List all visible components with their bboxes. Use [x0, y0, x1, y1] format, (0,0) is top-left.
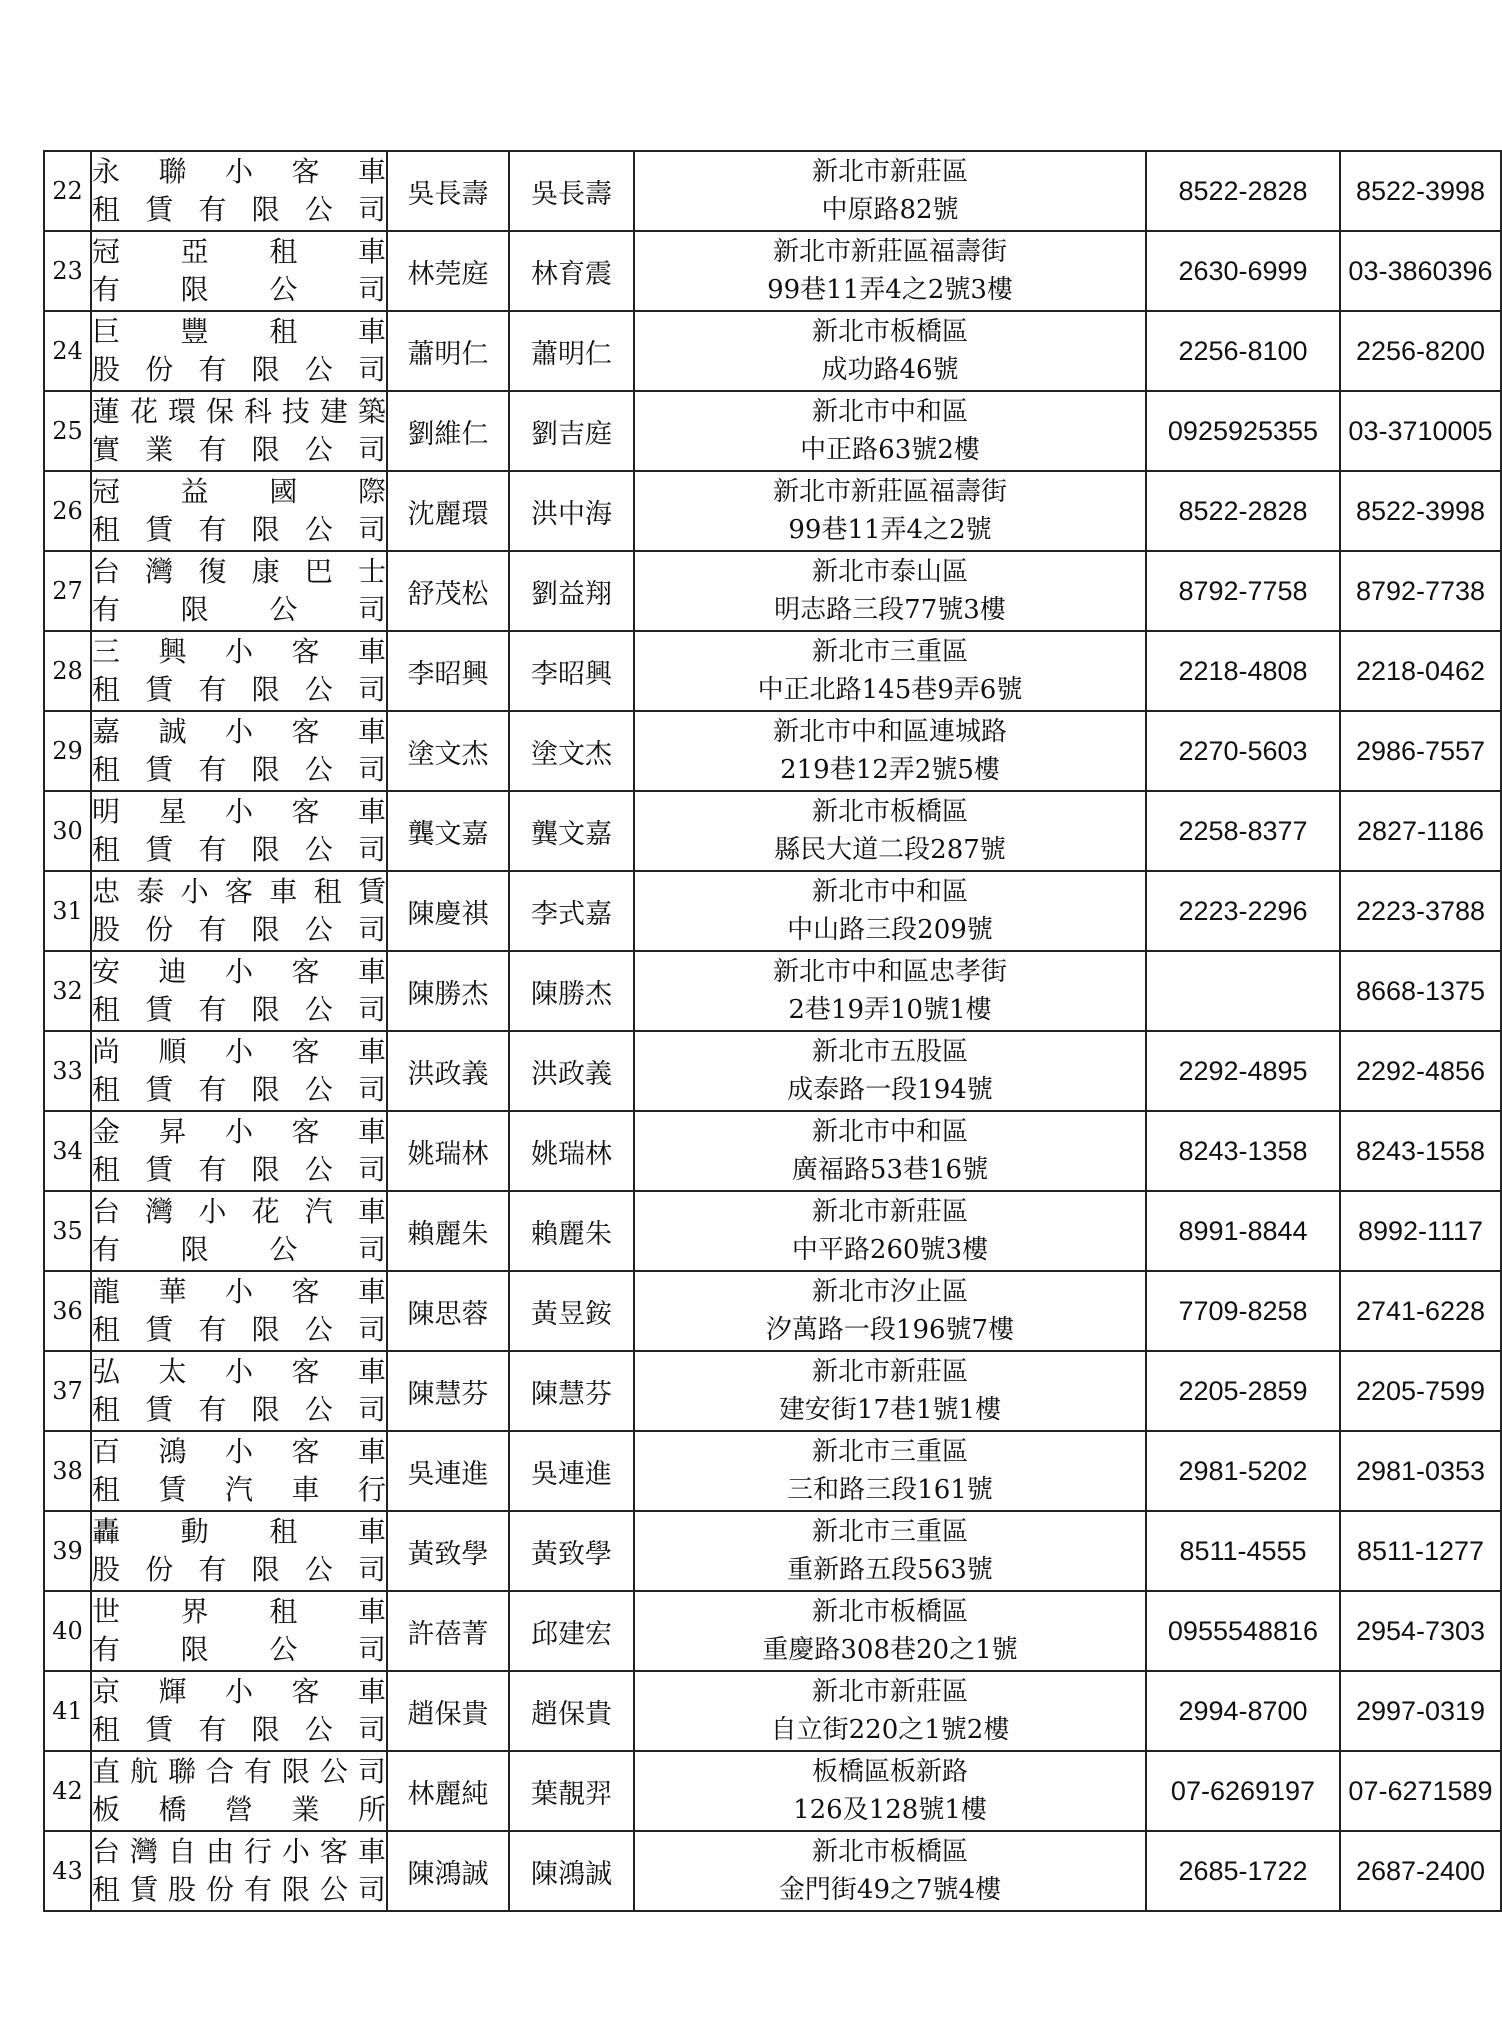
- address-line: 新北市新莊區: [811, 157, 968, 187]
- row-number: 26: [44, 471, 91, 551]
- address-line: 99巷11弄4之2號: [788, 515, 992, 545]
- company-name-line: 租 賃 有 限 公 司: [92, 753, 386, 786]
- company-name-line: 租 賃 有 限 公 司: [92, 1393, 386, 1426]
- row-number: 31: [44, 871, 91, 951]
- address-cell: [634, 871, 1146, 951]
- company-name-line: 蓮 花 環 保 科 技 建 築: [92, 395, 386, 428]
- company-name-cell: [91, 231, 387, 311]
- company-name-line: 世 界 租 車: [92, 1595, 386, 1628]
- row-number: 35: [44, 1191, 91, 1271]
- company-name-line: 有 限 公 司: [92, 1633, 386, 1666]
- company-name-line: 租 賃 有 限 公 司: [92, 673, 386, 706]
- table-row: [44, 711, 1501, 791]
- address-line: 126及128號1樓: [793, 1795, 987, 1825]
- manager: 李昭興: [509, 631, 634, 711]
- address-cell: [634, 1671, 1146, 1751]
- phone-number: 2256-8100: [1146, 311, 1340, 391]
- fax-number: 2997-0319: [1340, 1671, 1501, 1751]
- company-name-line: 直 航 聯 合 有 限 公 司: [92, 1755, 386, 1788]
- phone-number: 2258-8377: [1146, 791, 1340, 871]
- company-name-line: 金 昇 小 客 車: [92, 1115, 386, 1148]
- address-line: 汐萬路一段196號7樓: [765, 1315, 1015, 1345]
- address-cell: [634, 631, 1146, 711]
- fax-number: 2687-2400: [1340, 1831, 1501, 1911]
- table-row: [44, 631, 1501, 711]
- representative: 陳勝杰: [387, 951, 509, 1031]
- representative: 塗文杰: [387, 711, 509, 791]
- address-cell: [634, 1431, 1146, 1511]
- company-name-cell: [91, 1191, 387, 1271]
- company-name-cell: [91, 1831, 387, 1911]
- address-cell: [634, 551, 1146, 631]
- company-name-line: 京 輝 小 客 車: [92, 1675, 386, 1708]
- manager: 姚瑞林: [509, 1111, 634, 1191]
- fax-number: 2218-0462: [1340, 631, 1501, 711]
- phone-number: 2292-4895: [1146, 1031, 1340, 1111]
- representative: 林莞庭: [387, 231, 509, 311]
- company-name-line: 百 鴻 小 客 車: [92, 1435, 386, 1468]
- phone-number: 0925925355: [1146, 391, 1340, 471]
- row-number: 34: [44, 1111, 91, 1191]
- fax-number: 2981-0353: [1340, 1431, 1501, 1511]
- address-line: 新北市五股區: [811, 1037, 968, 1067]
- fax-number: 8992-1117: [1340, 1191, 1501, 1271]
- address-line: 縣民大道二段287號: [774, 835, 1006, 865]
- fax-number: 8511-1277: [1340, 1511, 1501, 1591]
- address-line: 成功路46號: [821, 355, 959, 385]
- table-row: [44, 391, 1501, 471]
- fax-number: 03-3710005: [1340, 391, 1501, 471]
- company-name-cell: [91, 151, 387, 231]
- address-line: 廣福路53巷16號: [791, 1155, 989, 1185]
- address-cell: [634, 1111, 1146, 1191]
- row-number: 27: [44, 551, 91, 631]
- address-cell: [634, 791, 1146, 871]
- manager: 趙保貴: [509, 1671, 634, 1751]
- fax-number: 2205-7599: [1340, 1351, 1501, 1431]
- manager: 邱建宏: [509, 1591, 634, 1671]
- row-number: 30: [44, 791, 91, 871]
- address-cell: [634, 1591, 1146, 1671]
- table-row: [44, 1191, 1501, 1271]
- address-line: 新北市板橋區: [811, 1837, 968, 1867]
- address-line: 新北市中和區: [811, 397, 968, 427]
- table-row: [44, 871, 1501, 951]
- company-name-cell: [91, 1671, 387, 1751]
- row-number: 42: [44, 1751, 91, 1831]
- manager: 龔文嘉: [509, 791, 634, 871]
- roster-body: [44, 151, 1501, 1911]
- row-number: 43: [44, 1831, 91, 1911]
- address-cell: [634, 951, 1146, 1031]
- company-name-line: 尚 順 小 客 車: [92, 1035, 386, 1068]
- phone-number: 2223-2296: [1146, 871, 1340, 951]
- company-name-cell: [91, 311, 387, 391]
- company-name-line: 租 賃 有 限 公 司: [92, 1153, 386, 1186]
- company-name-line: 租 賃 股 份 有 限 公 司: [92, 1873, 386, 1906]
- fax-number: 8522-3998: [1340, 471, 1501, 551]
- row-number: 39: [44, 1511, 91, 1591]
- address-line: 中平路260號3樓: [791, 1235, 989, 1265]
- company-name-line: 冠 益 國 際: [92, 475, 386, 508]
- company-name-cell: [91, 1351, 387, 1431]
- fax-number: 8243-1558: [1340, 1111, 1501, 1191]
- row-number: 37: [44, 1351, 91, 1431]
- address-line: 新北市中和區忠孝街: [772, 957, 1007, 987]
- address-line: 自立街220之1號2樓: [770, 1715, 1010, 1745]
- fax-number: 07-6271589: [1340, 1751, 1501, 1831]
- row-number: 33: [44, 1031, 91, 1111]
- representative: 姚瑞林: [387, 1111, 509, 1191]
- manager: 賴麗朱: [509, 1191, 634, 1271]
- representative: 洪政義: [387, 1031, 509, 1111]
- address-line: 新北市新莊區: [811, 1677, 968, 1707]
- address-line: 新北市新莊區: [811, 1357, 968, 1387]
- company-name-cell: [91, 631, 387, 711]
- company-name-line: 有 限 公 司: [92, 593, 386, 626]
- address-line: 新北市新莊區福壽街: [772, 237, 1007, 267]
- company-name-line: 租 賃 有 限 公 司: [92, 1713, 386, 1746]
- company-name-line: 三 興 小 客 車: [92, 635, 386, 668]
- address-line: 板橋區板新路: [811, 1757, 968, 1787]
- company-name-cell: [91, 1751, 387, 1831]
- phone-number: 2205-2859: [1146, 1351, 1340, 1431]
- address-line: 中原路82號: [821, 195, 959, 225]
- address-cell: [634, 471, 1146, 551]
- table-row: [44, 151, 1501, 231]
- fax-number: 8792-7738: [1340, 551, 1501, 631]
- phone-number: 8243-1358: [1146, 1111, 1340, 1191]
- company-name-line: 租 賃 有 限 公 司: [92, 513, 386, 546]
- representative: 賴麗朱: [387, 1191, 509, 1271]
- row-number: 28: [44, 631, 91, 711]
- representative: 龔文嘉: [387, 791, 509, 871]
- address-line: 219巷12弄2號5樓: [780, 755, 1000, 785]
- row-number: 36: [44, 1271, 91, 1351]
- company-roster-table: [43, 150, 1502, 1912]
- phone-number: 8792-7758: [1146, 551, 1340, 631]
- address-line: 新北市三重區: [811, 1437, 968, 1467]
- address-cell: [634, 1511, 1146, 1591]
- company-name-line: 有 限 公 司: [92, 1233, 386, 1266]
- address-cell: [634, 1351, 1146, 1431]
- address-line: 重新路五段563號: [787, 1555, 993, 1585]
- table-row: [44, 1031, 1501, 1111]
- address-line: 新北市中和區連城路: [772, 717, 1007, 747]
- company-name-cell: [91, 791, 387, 871]
- address-line: 新北市新莊區福壽街: [772, 477, 1007, 507]
- company-name-line: 實 業 有 限 公 司: [92, 433, 386, 466]
- address-cell: [634, 711, 1146, 791]
- phone-number: 07-6269197: [1146, 1751, 1340, 1831]
- company-name-line: 轟 動 租 車: [92, 1515, 386, 1548]
- company-name-line: 台 灣 自 由 行 小 客 車: [92, 1835, 386, 1868]
- company-name-cell: [91, 1111, 387, 1191]
- table-row: [44, 551, 1501, 631]
- company-name-line: 安 迪 小 客 車: [92, 955, 386, 988]
- company-name-line: 嘉 誠 小 客 車: [92, 715, 386, 748]
- address-cell: [634, 1191, 1146, 1271]
- company-name-line: 龍 華 小 客 車: [92, 1275, 386, 1308]
- table-row: [44, 1671, 1501, 1751]
- manager: 洪中海: [509, 471, 634, 551]
- fax-number: 2741-6228: [1340, 1271, 1501, 1351]
- address-line: 新北市中和區: [811, 877, 968, 907]
- address-cell: [634, 151, 1146, 231]
- company-name-line: 弘 太 小 客 車: [92, 1355, 386, 1388]
- table-row: [44, 1511, 1501, 1591]
- row-number: 22: [44, 151, 91, 231]
- address-line: 99巷11弄4之2號3樓: [767, 275, 1013, 305]
- row-number: 38: [44, 1431, 91, 1511]
- address-line: 新北市板橋區: [811, 317, 968, 347]
- company-name-line: 板 橋 營 業 所: [92, 1793, 386, 1826]
- phone-number: 2270-5603: [1146, 711, 1340, 791]
- address-line: 新北市板橋區: [811, 1597, 968, 1627]
- company-name-line: 巨 豐 租 車: [92, 315, 386, 348]
- phone-number: 2218-4808: [1146, 631, 1340, 711]
- phone-number: 2630-6999: [1146, 231, 1340, 311]
- address-line: 新北市汐止區: [811, 1277, 968, 1307]
- address-line: 重慶路308巷20之1號: [762, 1635, 1018, 1665]
- phone-number: 2685-1722: [1146, 1831, 1340, 1911]
- phone-number: 0955548816: [1146, 1591, 1340, 1671]
- company-name-cell: [91, 711, 387, 791]
- address-line: 金門街49之7號4樓: [778, 1875, 1002, 1905]
- company-name-cell: [91, 951, 387, 1031]
- address-line: 中正路63號2樓: [800, 435, 980, 465]
- manager: 林育震: [509, 231, 634, 311]
- address-cell: [634, 391, 1146, 471]
- phone-number: 2981-5202: [1146, 1431, 1340, 1511]
- address-cell: [634, 311, 1146, 391]
- manager: 黃昱銨: [509, 1271, 634, 1351]
- address-line: 新北市泰山區: [811, 557, 968, 587]
- address-line: 2巷19弄10號1樓: [788, 995, 992, 1025]
- fax-number: 2223-3788: [1340, 871, 1501, 951]
- phone-number: 2994-8700: [1146, 1671, 1340, 1751]
- address-line: 三和路三段161號: [787, 1475, 993, 1505]
- manager: 葉靚羿: [509, 1751, 634, 1831]
- company-name-line: 永 聯 小 客 車: [92, 155, 386, 188]
- address-cell: [634, 1271, 1146, 1351]
- manager: 塗文杰: [509, 711, 634, 791]
- address-line: 新北市三重區: [811, 1517, 968, 1547]
- company-name-cell: [91, 1031, 387, 1111]
- address-line: 明志路三段77號3樓: [774, 595, 1006, 625]
- table-row: [44, 1271, 1501, 1351]
- representative: 李昭興: [387, 631, 509, 711]
- company-name-line: 租 賃 有 限 公 司: [92, 193, 386, 226]
- company-name-line: 租 賃 汽 車 行: [92, 1473, 386, 1506]
- company-name-line: 租 賃 有 限 公 司: [92, 833, 386, 866]
- company-name-line: 台 灣 小 花 汽 車: [92, 1195, 386, 1228]
- company-name-cell: [91, 471, 387, 551]
- company-name-line: 租 賃 有 限 公 司: [92, 993, 386, 1026]
- row-number: 23: [44, 231, 91, 311]
- address-cell: [634, 1831, 1146, 1911]
- company-name-line: 冠 亞 租 車: [92, 235, 386, 268]
- representative: 黃致學: [387, 1511, 509, 1591]
- company-name-line: 租 賃 有 限 公 司: [92, 1313, 386, 1346]
- manager: 吳連進: [509, 1431, 634, 1511]
- manager: 劉吉庭: [509, 391, 634, 471]
- representative: 沈麗環: [387, 471, 509, 551]
- phone-number: 8522-2828: [1146, 151, 1340, 231]
- company-name-cell: [91, 1271, 387, 1351]
- table-row: [44, 1831, 1501, 1911]
- table-row: [44, 1351, 1501, 1431]
- manager: 洪政義: [509, 1031, 634, 1111]
- company-name-cell: [91, 551, 387, 631]
- representative: 許蓓菁: [387, 1591, 509, 1671]
- company-name-line: 台 灣 復 康 巴 士: [92, 555, 386, 588]
- table-row: [44, 1751, 1501, 1831]
- fax-number: 2292-4856: [1340, 1031, 1501, 1111]
- company-name-line: 股 份 有 限 公 司: [92, 353, 386, 386]
- company-name-cell: [91, 1591, 387, 1671]
- manager: 陳慧芬: [509, 1351, 634, 1431]
- representative: 吳長壽: [387, 151, 509, 231]
- representative: 林麗純: [387, 1751, 509, 1831]
- phone-number: 7709-8258: [1146, 1271, 1340, 1351]
- company-name-line: 忠 泰 小 客 車 租 賃: [92, 875, 386, 908]
- table-row: [44, 791, 1501, 871]
- representative: 陳慧芬: [387, 1351, 509, 1431]
- phone-number: 8991-8844: [1146, 1191, 1340, 1271]
- company-name-line: 租 賃 有 限 公 司: [92, 1073, 386, 1106]
- manager: 黃致學: [509, 1511, 634, 1591]
- phone-number: 8511-4555: [1146, 1511, 1340, 1591]
- fax-number: 2954-7303: [1340, 1591, 1501, 1671]
- company-name-line: 明 星 小 客 車: [92, 795, 386, 828]
- address-line: 建安街17巷1號1樓: [778, 1395, 1002, 1425]
- address-line: 新北市新莊區: [811, 1197, 968, 1227]
- representative: 陳鴻誠: [387, 1831, 509, 1911]
- table-row: [44, 951, 1501, 1031]
- company-name-cell: [91, 1431, 387, 1511]
- address-line: 新北市中和區: [811, 1117, 968, 1147]
- representative: 蕭明仁: [387, 311, 509, 391]
- manager: 劉益翔: [509, 551, 634, 631]
- table-row: [44, 1111, 1501, 1191]
- company-name-cell: [91, 1511, 387, 1591]
- table-row: [44, 231, 1501, 311]
- row-number: 29: [44, 711, 91, 791]
- row-number: 32: [44, 951, 91, 1031]
- address-cell: [634, 1751, 1146, 1831]
- address-line: 新北市板橋區: [811, 797, 968, 827]
- row-number: 25: [44, 391, 91, 471]
- address-cell: [634, 231, 1146, 311]
- manager: 蕭明仁: [509, 311, 634, 391]
- manager: 陳鴻誠: [509, 1831, 634, 1911]
- representative: 吳連進: [387, 1431, 509, 1511]
- address-cell: [634, 1031, 1146, 1111]
- representative: 陳慶祺: [387, 871, 509, 951]
- fax-number: 2986-7557: [1340, 711, 1501, 791]
- company-name-cell: [91, 391, 387, 471]
- representative: 趙保貴: [387, 1671, 509, 1751]
- manager: 陳勝杰: [509, 951, 634, 1031]
- fax-number: 03-3860396: [1340, 231, 1501, 311]
- address-line: 中山路三段209號: [787, 915, 993, 945]
- company-name-line: 有 限 公 司: [92, 273, 386, 306]
- fax-number: 2256-8200: [1340, 311, 1501, 391]
- phone-number: [1146, 951, 1340, 1031]
- row-number: 41: [44, 1671, 91, 1751]
- representative: 陳思蓉: [387, 1271, 509, 1351]
- manager: 吳長壽: [509, 151, 634, 231]
- company-name-cell: [91, 871, 387, 951]
- address-line: 成泰路一段194號: [787, 1075, 993, 1105]
- manager: 李式嘉: [509, 871, 634, 951]
- phone-number: 8522-2828: [1146, 471, 1340, 551]
- fax-number: 2827-1186: [1340, 791, 1501, 871]
- representative: 舒茂松: [387, 551, 509, 631]
- table-row: [44, 1591, 1501, 1671]
- table-row: [44, 311, 1501, 391]
- address-line: 中正北路145巷9弄6號: [757, 675, 1023, 705]
- row-number: 24: [44, 311, 91, 391]
- representative: 劉維仁: [387, 391, 509, 471]
- row-number: 40: [44, 1591, 91, 1671]
- company-name-line: 股 份 有 限 公 司: [92, 913, 386, 946]
- address-line: 新北市三重區: [811, 637, 968, 667]
- table-row: [44, 1431, 1501, 1511]
- fax-number: 8522-3998: [1340, 151, 1501, 231]
- fax-number: 8668-1375: [1340, 951, 1501, 1031]
- table-row: [44, 471, 1501, 551]
- company-name-line: 股 份 有 限 公 司: [92, 1553, 386, 1586]
